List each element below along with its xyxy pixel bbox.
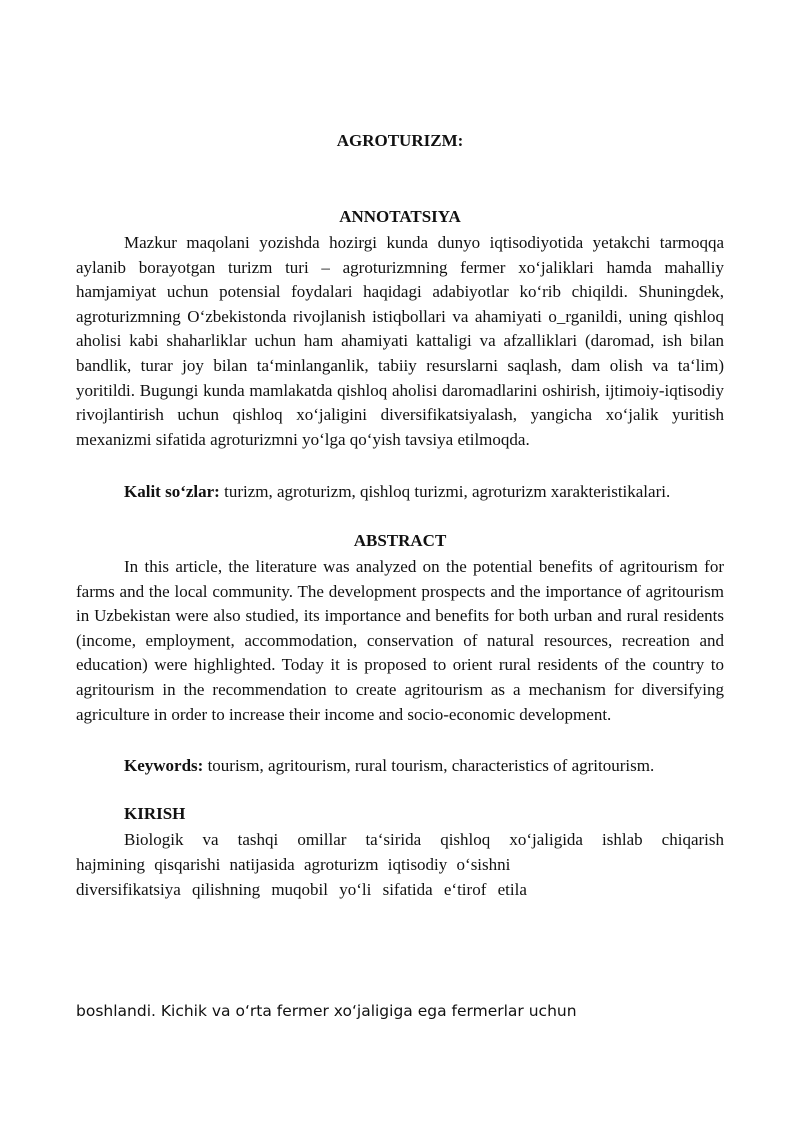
abstract-paragraph: In this article, the literature was analyzed on the potential benefits of agritourism for farms and the local community. The development prospects and the importance of agritourism in Uzbekistan were also studied, its importance and benefits for both urban and rural residents (income, employment, accommodation, conservation of natural resources, recreation and education) were highlighted. Today it is proposed to orient rural residents of the country to agritourism in the recommendation to create agritourism as a mechanism for diversifying agriculture in order to increase their income and socio-economic development. <box>76 557 724 724</box>
document-title: AGROTURIZM: <box>336 131 464 150</box>
kirish-line-2: hajmining qisqarishi natijasida agroturizm iqtisodiy o‘sishni <box>76 855 511 874</box>
kirish-line-1: Biologik va tashqi omillar ta‘sirida qishloq xo‘jaligida ishlab chiqarish <box>124 830 724 849</box>
annotatsiya-heading: ANNOTATSIYA <box>339 207 461 226</box>
abstract-body <box>76 555 724 727</box>
abstract-keywords-text: tourism, agritourism, rural tourism, characteristics of agritourism. <box>203 756 655 775</box>
kirish-heading: KIRISH <box>124 804 186 823</box>
annotatsiya-keywords-text: turizm, agroturizm, qishloq turizmi, agroturizm xarakteristikalari. <box>219 482 671 501</box>
annotatsiya-keywords <box>76 480 724 504</box>
kirish-line-4: boshlandi. Kichik va o‘rta fermer xo‘jaligiga ega fermerlar uchun <box>76 1002 577 1020</box>
abstract-keywords-label: Keywords: <box>124 756 204 775</box>
abstract-heading: ABSTRACT <box>353 531 447 550</box>
annotatsiya-paragraph: Mazkur maqolani yozishda hozirgi kunda dunyo iqtisodiyotida yetakchi tarmoqqa aylanib borayotgan turizm turi – agroturizmning fermer xo‘jaliklari hamda mahalliy hamjamiyat uchun potensial foydalari haqidagi adabiyotlar ko‘rib chiqildi. Shuningdek, agroturizmning O‘zbekistonda rivojlanish istiqbollari va ahamiyati o_rganildi, uning qishloq aholisi kabi shaharliklar uchun ham ahamiyati kattaligi va afzalliklari (daromad, ish bilan bandlik, turar joy bilan ta‘minlanganlik, tabiiy resurslarni saqlash, dam olish va ta‘lim) yoritildi. Bugungi kunda mamlakatda qishloq aholisi daromadlarini oshirish, ijtimoiy-iqtisodiy rivojlantirish uchun qishloq xo‘jaligini diversifikatsiyalash, yangicha xo‘jalik yuritish mexanizmi sifatida agroturizmni yo‘lga qo‘yish tavsiya etilmoqda. <box>76 233 724 449</box>
annotatsiya-keywords-label: Kalit so‘zlar: <box>124 482 220 501</box>
abstract-keywords <box>76 754 724 778</box>
annotatsiya-body <box>76 231 724 452</box>
kirish-line-3: diversifikatsiya qilishning muqobil yo‘li sifatida e‘tirof etila <box>76 880 527 899</box>
